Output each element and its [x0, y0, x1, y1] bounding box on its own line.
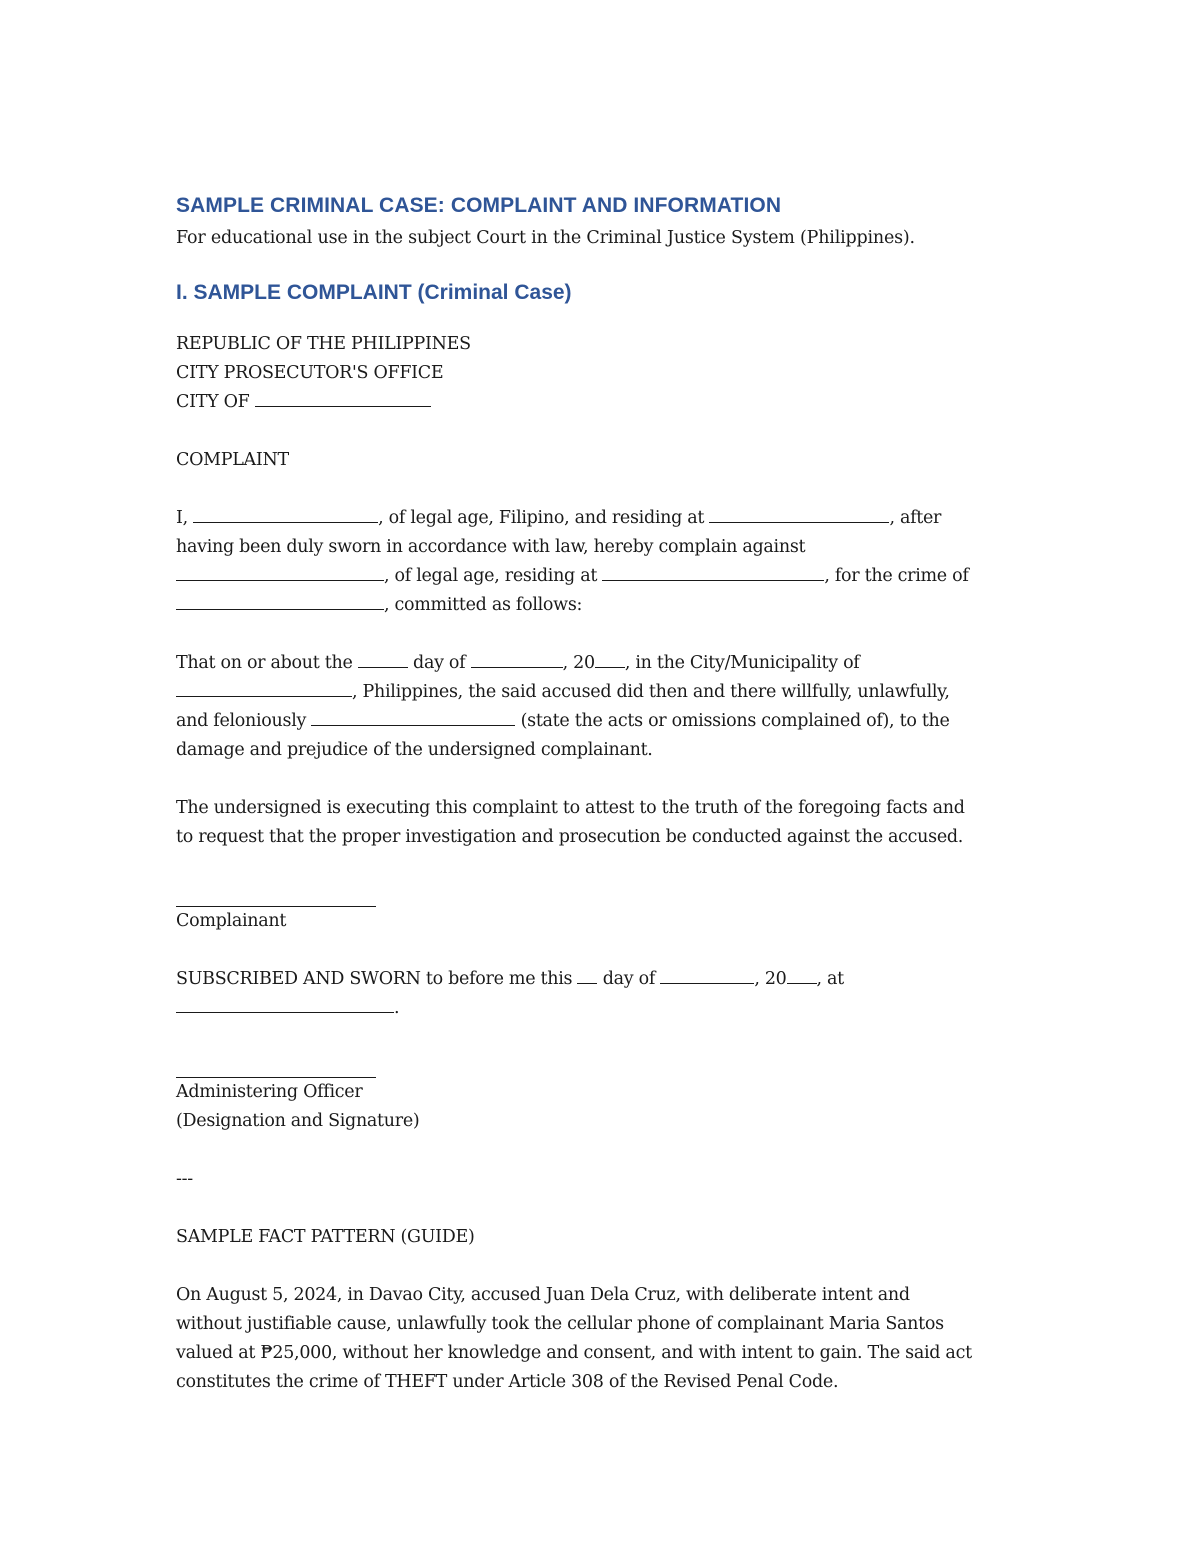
- accused-name-blank: [176, 564, 384, 581]
- accused-address-blank: [602, 564, 824, 581]
- document-title: SAMPLE CRIMINAL CASE: COMPLAINT AND INFORMATION: [176, 194, 782, 217]
- sworn-place-blank: [176, 996, 394, 1013]
- sworn-year-blank: [787, 967, 817, 984]
- document-subtitle: For educational use in the subject Court in the Criminal Justice System (Philippines).: [176, 228, 915, 248]
- fact-pattern-paragraph: On August 5, 2024, in Davao City, accused Juan Dela Cruz, with deliberate intent and without justifiable cause, unlawfully took the cellular phone of complainant Maria Santos valued at ₱25,000, without her knowledge and consent, and with intent to gain. The said act constitutes the crime of THEFT under Article 308 of the Revised Penal Code.: [176, 1285, 972, 1392]
- fact-pattern-heading: SAMPLE FACT PATTERN (GUIDE): [176, 1227, 475, 1247]
- year-blank: [595, 651, 625, 668]
- header-prosecutor-office: CITY PROSECUTOR'S OFFICE: [176, 363, 444, 383]
- day-blank: [358, 651, 408, 668]
- sworn-day-blank: [577, 967, 597, 984]
- complainant-signature-block: Complainant: [176, 884, 1036, 936]
- section-divider: ---: [176, 1169, 193, 1189]
- complainant-signature-line: [176, 884, 376, 907]
- complaint-paragraph-1: I, , of legal age, Filipino, and residing at , after having been duly sworn in accordance with law, hereby complain against , of legal age, residing at , for the crime of , committed as follows:: [176, 508, 969, 615]
- office-header: [176, 330, 1036, 417]
- header-city: CITY OF: [176, 388, 1036, 417]
- city-blank: [255, 390, 431, 407]
- complainant-address-blank: [709, 506, 889, 523]
- officer-signature-line: [176, 1055, 376, 1078]
- complainant-name-blank: [193, 506, 378, 523]
- section-heading-complaint: I. SAMPLE COMPLAINT (Criminal Case): [176, 281, 572, 304]
- document-page: [176, 190, 1036, 1397]
- sworn-statement: SUBSCRIBED AND SWORN to before me this day of , 20 , at .: [176, 969, 844, 1018]
- header-republic: REPUBLIC OF THE PHILIPPINES: [176, 334, 471, 354]
- officer-signature-block: Administering Officer (Designation and Signature): [176, 1055, 1036, 1136]
- municipality-blank: [176, 680, 352, 697]
- sworn-month-blank: [660, 967, 754, 984]
- complaint-paragraph-3: The undersigned is executing this complaint to attest to the truth of the foregoing facts and to request that the proper investigation and prosecution be conducted against the accused.: [176, 798, 965, 847]
- crime-blank: [176, 593, 384, 610]
- complaint-label: COMPLAINT: [176, 450, 289, 470]
- month-blank: [471, 651, 563, 668]
- complaint-paragraph-2: That on or about the day of , 20 , in the City/Municipality of , Philippines, the said accused did then and there willfully, unlawfully, and feloniously (state the acts or omissions complained of), to the damage and prejudice of the undersigned complainant.: [176, 653, 950, 760]
- acts-blank: [311, 709, 515, 726]
